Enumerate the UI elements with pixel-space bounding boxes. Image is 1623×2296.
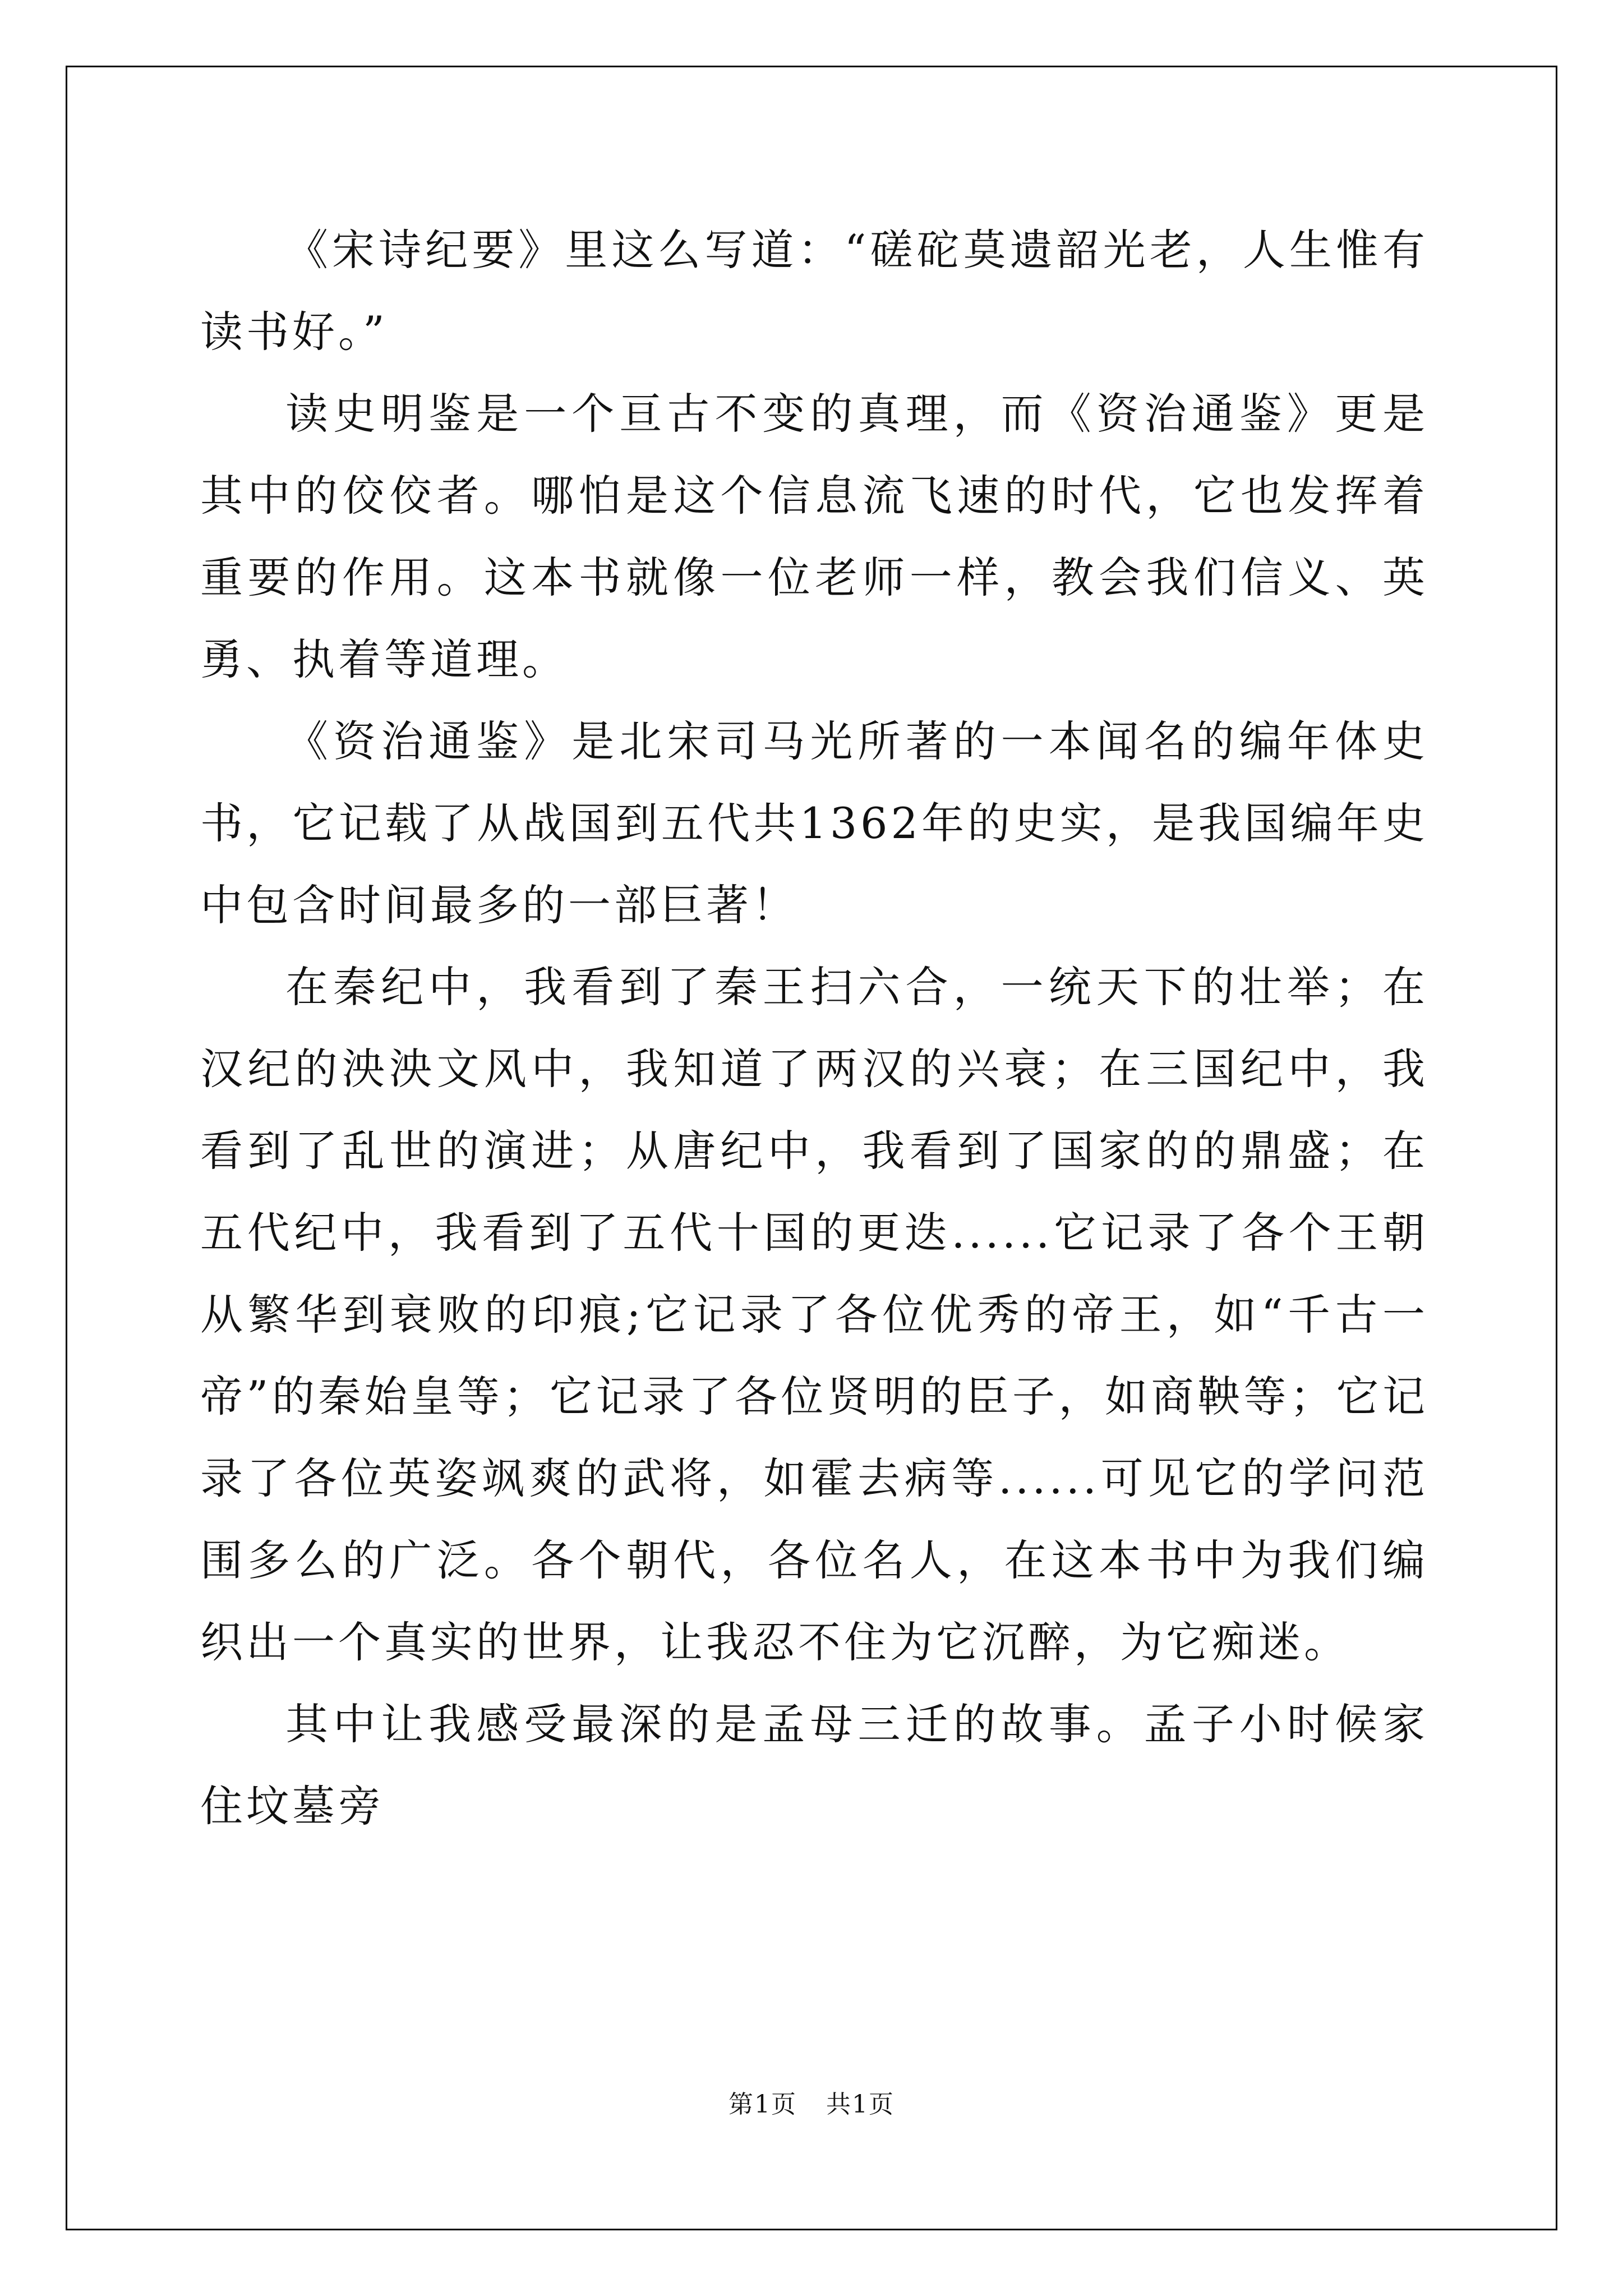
- paragraph: 《宋诗纪要》里这么写道：“磋砣莫遗韶光老，人生惟有读书好。”: [200, 225, 1428, 357]
- page-number: 第1页: [728, 2090, 797, 2119]
- paragraph: 在秦纪中，我看到了秦王扫六合，一统天下的壮举；在汉纪的泱泱文风中，我知道了两汉的兴衰；在三国纪中，我看到了乱世的演进；从唐纪中，我看到了国家的的鼎盛；在五代纪中，我看到了五代十国的更迭......它记录了各个王朝从繁华到衰败的印痕;它记录了各位优秀的帝王，如“千古一帝”的秦始皇等；它记录了各位贤明的臣子，如商鞅等；它记录了各位英姿飒爽的武将，如霍去病等......可见它的学问范围多么的广泛。各个朝代，各位名人，在这本书中为我们编织出一个真实的世界，让我忍不住为它沉醉，为它痴迷。: [200, 962, 1428, 1667]
- paragraph: 《资治通鉴》是北宋司马光所著的一本闻名的编年体史书，它记载了从战国到五代共1362年的史实，是我国编年史中包含时间最多的一部巨著！: [200, 716, 1428, 930]
- document-body: [200, 209, 1428, 1847]
- page-total: 共1页: [826, 2090, 895, 2119]
- paragraph: 读史明鉴是一个亘古不变的真理，而《资治通鉴》更是其中的佼佼者。哪怕是这个信息流飞速的时代，它也发挥着重要的作用。这本书就像一位老师一样，教会我们信义、英勇、执着等道理。: [200, 389, 1428, 684]
- page-footer: [0, 2088, 1623, 2122]
- paragraph: 其中让我感受最深的是孟母三迁的故事。孟子小时候家住坟墓旁: [200, 1699, 1428, 1831]
